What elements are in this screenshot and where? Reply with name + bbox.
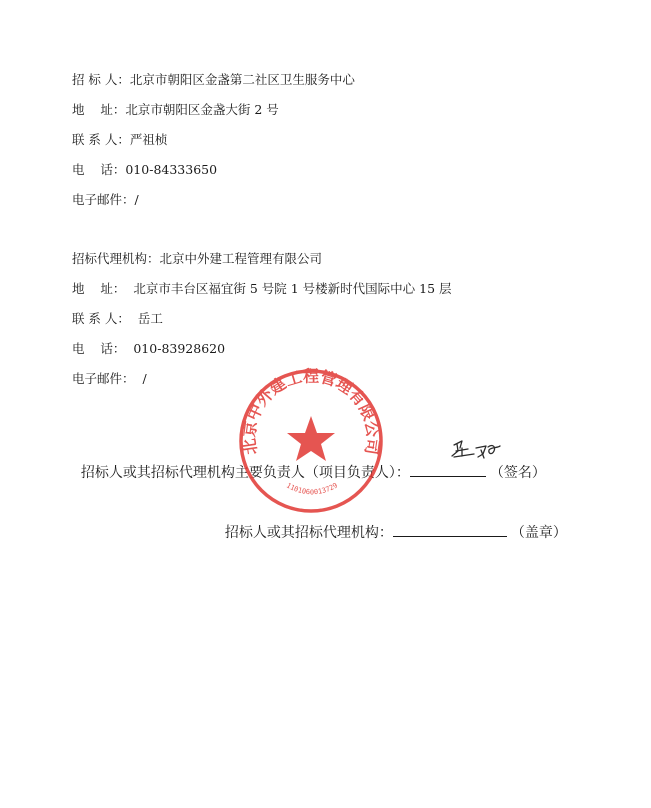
- agency-address-label: 地 址：: [71, 281, 126, 296]
- agency-email-label: 电子邮件：: [71, 371, 135, 386]
- tenderer-phone-row: [64, 146, 217, 178]
- seal-suffix: （盖章）: [510, 525, 567, 541]
- agency-email-row: [64, 355, 147, 387]
- tenderer-phone-value: 010-84333650: [125, 162, 218, 177]
- tenderer-email-label: 电子邮件：: [71, 192, 135, 207]
- tenderer-phone-label: 电 话：: [71, 162, 126, 177]
- agency-name-value: 北京中外建工程管理有限公司: [159, 251, 322, 266]
- stamp-number-text: 1101060013729: [284, 481, 340, 497]
- company-seal-stamp: [236, 366, 386, 516]
- agency-address-row: [64, 265, 452, 297]
- seal-label: 招标人或其招标代理机构：: [224, 525, 393, 541]
- tenderer-contact-row: [64, 116, 167, 148]
- tenderer-address-label: 地 址：: [71, 102, 126, 117]
- responsible-label: 招标人或其招标代理机构主要负责人（项目负责人）：: [80, 465, 410, 481]
- agency-contact-row: [64, 295, 163, 327]
- signature-blank[interactable]: [410, 462, 486, 477]
- agency-name-row: [64, 235, 322, 267]
- tenderer-name-value: 北京市朝阳区金盏第二社区卫生服务中心: [129, 72, 355, 87]
- tenderer-address-row: [64, 86, 279, 118]
- agency-contact-value: 岳工: [137, 311, 163, 326]
- signature-stroke-1: [452, 441, 474, 457]
- seal-row: [216, 504, 567, 542]
- tenderer-contact-value: 严祖桢: [129, 132, 168, 147]
- signature-suffix: （签名）: [489, 465, 546, 481]
- tenderer-email-row: [64, 176, 139, 208]
- agency-name-label: 招标代理机构：: [71, 251, 160, 266]
- tenderer-address-value: 北京市朝阳区金盏大街 2 号: [125, 102, 279, 117]
- handwritten-signature: [448, 436, 504, 464]
- tenderer-email-value: /: [134, 192, 139, 207]
- tenderer-contact-label: 联 系 人：: [71, 132, 130, 147]
- tenderer-name-row: [64, 56, 355, 88]
- stamp-arc-text: 北京中外建工程管理有限公司: [239, 366, 383, 456]
- signature-stroke-2: [476, 446, 486, 458]
- signature-stroke-3: [488, 446, 500, 454]
- agency-phone-row: [64, 325, 225, 357]
- agency-phone-label: 电 话：: [71, 341, 126, 356]
- tenderer-name-label: 招 标 人：: [71, 72, 130, 87]
- agency-address-value: 北京市丰台区福宜街 5 号院 1 号楼新时代国际中心 15 层: [133, 281, 452, 296]
- agency-contact-label: 联 系 人：: [71, 311, 130, 326]
- agency-phone-value: 010-83928620: [133, 341, 226, 356]
- agency-email-value: /: [142, 371, 147, 386]
- seal-blank[interactable]: [393, 522, 507, 537]
- stamp-outer-ring: [241, 371, 381, 511]
